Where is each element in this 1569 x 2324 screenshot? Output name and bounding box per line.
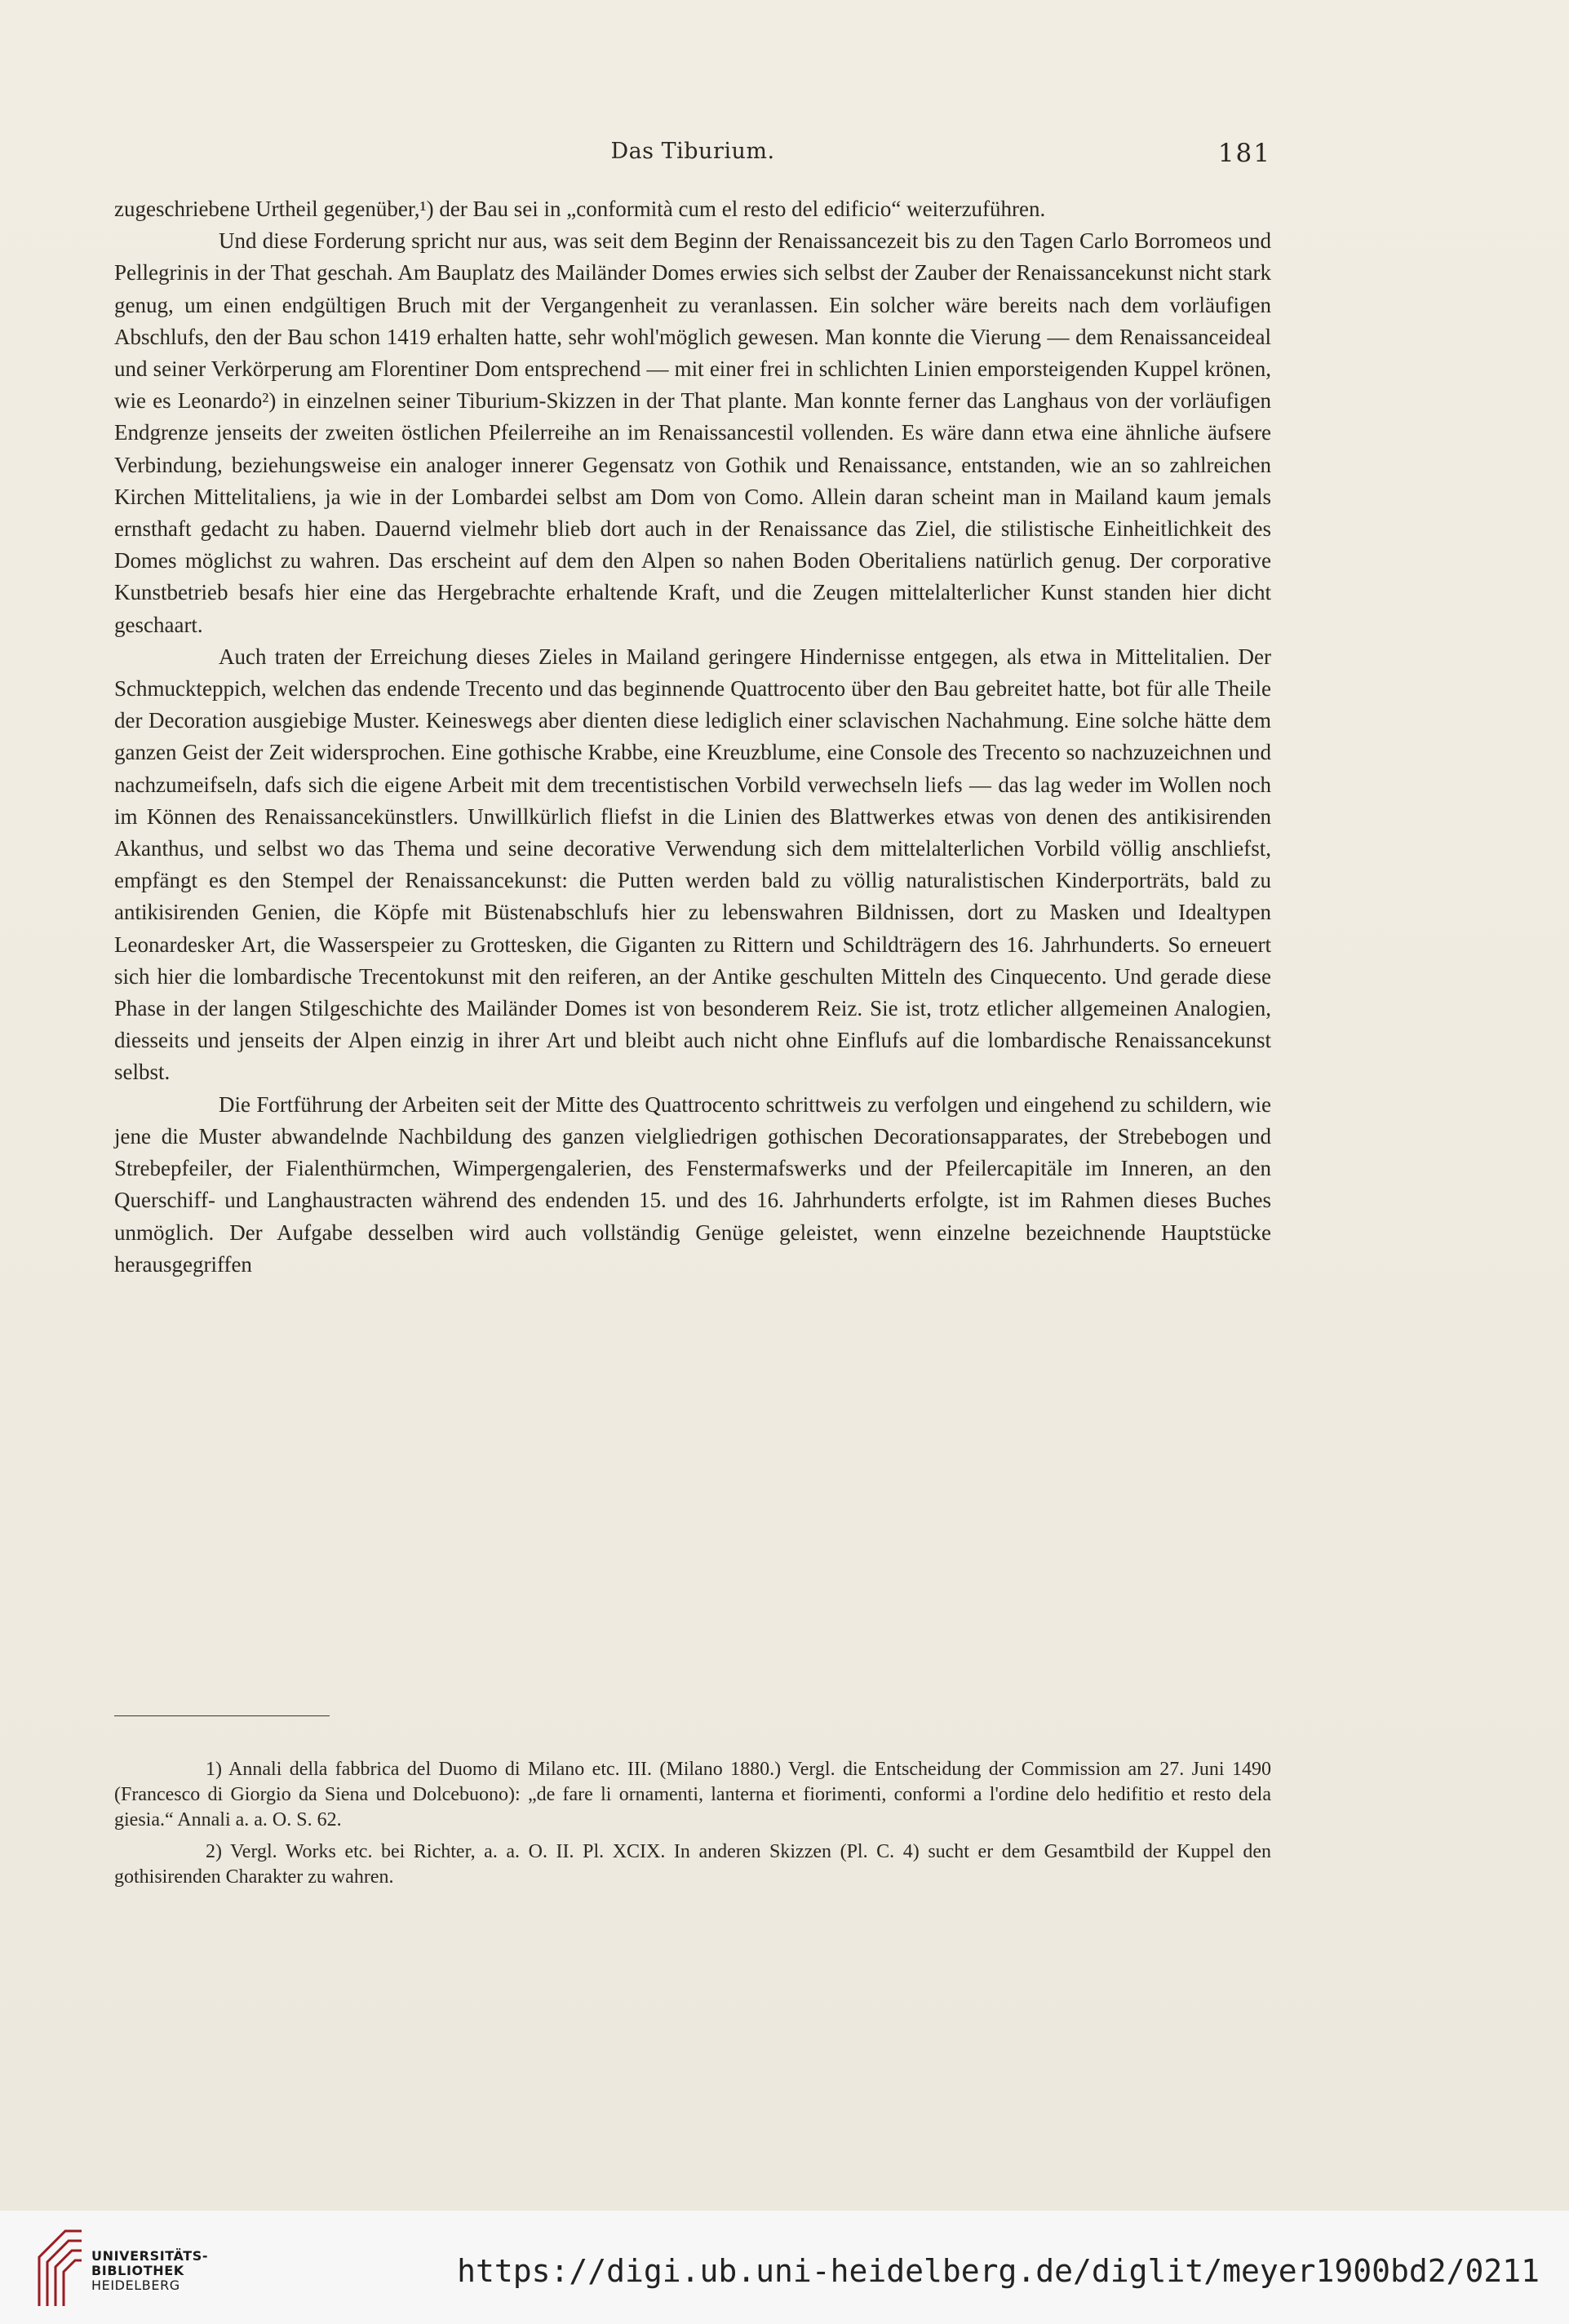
- footnotes: [114, 1757, 1271, 1897]
- permalink-url[interactable]: https://digi.ub.uni-heidelberg.de/diglit/meyer1900bd2/0211: [457, 2253, 1540, 2289]
- footnote: 2) Vergl. Works etc. bei Richter, a. a. O. II. Pl. XCIX. In anderen Skizzen (Pl. C. 4) sucht er dem Gesamtbild der Kuppel den gothisirenden Charakter zu wahren.: [114, 1841, 1271, 1888]
- footnote: 1) Annali della fabbrica del Duomo di Milano etc. III. (Milano 1880.) Vergl. die Entscheidung der Commission am 27. Juni 1490 (Francesco di Giorgio da Siena und Dolcebuono): „de fare li ornamenti, lanterna et fiorimenti, conformi a l'ordine delo hedifitio et resto dela giesia.“ Annali a. a. O. S. 62.: [114, 1759, 1271, 1830]
- library-name-line: HEIDELBERG: [91, 2278, 180, 2293]
- running-title: Das Tiburium.: [610, 139, 775, 164]
- library-name-line: BIBLIOTHEK: [91, 2263, 184, 2278]
- library-logo[interactable]: [33, 2224, 375, 2310]
- body-text: [114, 193, 1271, 1281]
- footnote-divider: [114, 1715, 330, 1716]
- paragraph: zugeschriebene Urtheil gegenüber,¹) der Bau sei in „conformità cum el resto del edificio“ weiterzuführen.: [114, 197, 1046, 221]
- running-head: [114, 139, 1271, 171]
- paragraph: Auch traten der Erreichung dieses Zieles in Mailand geringere Hindernisse entgegen, als etwa in Mittelitalien. Der Schmuckteppich, welchen das endende Trecento und das beginnende Quattrocento über den Bau gebreitet hatte, bot für alle Theile der Decoration ausgiebige Muster. Keineswegs aber dienten diese lediglich einer sclavischen Nachahmung. Eine solche hätte dem ganzen Geist der Zeit widersprochen. Eine gothische Krabbe, eine Kreuzblume, eine Console des Trecento so nachzuzeichnen und nachzumeifseln, dafs sich die eigene Arbeit mit dem trecentistischen Vorbild verwechseln liefs — das lag weder im Wollen noch im Können des Renaissancekünstlers. Unwillkürlich fliefst in die Linien des Blattwerkes etwas von denen des antikisirenden Akanthus, und selbst wo das Thema und seine decorative Verwendung sich dem mittelalterlichen Vorbild völlig anschliefst, empfängt es den Stempel der Renaissancekunst: die Putten werden bald zu völlig naturalistischen Kinderporträts, bald zu antikisirenden Genien, die Köpfe mit Büstenabschlufs hier zu lebenswahren Bildnissen, dort zu Masken und Idealtypen Leonardesker Art, die Wasserspeier zu Grottesken, die Giganten zu Rittern und Schildträgern des 16. Jahrhunderts. So erneuert sich hier die lombardische Trecentokunst mit den reiferen, an der Antike geschulten Mitteln des Cinquecento. Und gerade diese Phase in der langen Stilgeschichte des Mailänder Domes ist von besonderem Reiz. Sie ist, trotz etlicher allgemeinen Analogien, diesseits und jenseits der Alpen einzig in ihrer Art und bleibt auch nicht ohne Einflufs auf die lombardische Renaissancekunst selbst.: [114, 644, 1271, 1085]
- paragraph: Und diese Forderung spricht nur aus, was seit dem Beginn der Renaissancezeit bis zu den Tagen Carlo Borromeos und Pellegrinis in der That geschah. Am Bauplatz des Mailänder Domes erwies sich selbst der Zauber der Renaissancekunst nicht stark genug, um einen endgültigen Bruch mit der Vergangenheit zu veranlassen. Ein solcher wäre bereits nach dem vorläufigen Abschlufs, den der Bau schon 1419 erhalten hatte, sehr wohl'möglich gewesen. Man konnte die Vierung — dem Renaissanceideal und seiner Verkörperung am Florentiner Dom entsprechend — mit einer frei in schlichten Linien emporsteigenden Kuppel krönen, wie es Leonardo²) in einzelnen seiner Tiburium-Skizzen in der That plante. Man konnte ferner das Langhaus von der vorläufigen Endgrenze jenseits der zweiten östlichen Pfeilerreihe an im Renaissancestil vollenden. Es wäre dann etwa eine ähnliche äufsere Verbindung, beziehungsweise ein analoger innerer Gegensatz von Gothik und Renaissance, entstanden, wie an so zahlreichen Kirchen Mittelitaliens, ja wie in der Lombardei selbst am Dom von Como. Allein daran scheint man in Mailand kaum jemals ernsthaft gedacht zu haben. Dauernd vielmehr blieb dort auch in der Renaissance das Ziel, die stilistische Einheitlichkeit des Domes möglichst zu wahren. Das erscheint auf dem den Alpen so nahen Boden Oberitaliens natürlich genug. Der corporative Kunstbetrieb besafs hier eine das Hergebrachte erhaltende Kraft, und die Zeugen mittelalterlicher Kunst standen hier dicht geschaart.: [114, 228, 1271, 637]
- library-emblem-icon: [33, 2224, 88, 2310]
- library-name-line: UNIVERSITÄTS-: [91, 2248, 209, 2264]
- paragraph: Die Fortführung der Arbeiten seit der Mitte des Quattrocento schrittweis zu verfolgen und eingehend zu schildern, wie jene die Muster abwandelnde Nachbildung des ganzen vielgliedrigen gothischen Decorationsapparates, der Strebebogen und Strebepfeiler, der Fialenthürmchen, Wimpergengalerien, des Fenstermafswerks und der Pfeilercapitäle im Inneren, an den Querschiff- und Langhaustracten während des endenden 15. und des 16. Jahrhunderts erfolgte, ist im Rahmen dieses Buches unmöglich. Der Aufgabe desselben wird auch vollständig Genüge geleistet, wenn einzelne bezeichnende Hauptstücke herausgegriffen: [114, 1091, 1271, 1277]
- page-number: 181: [1217, 139, 1271, 168]
- library-name: [91, 2249, 208, 2293]
